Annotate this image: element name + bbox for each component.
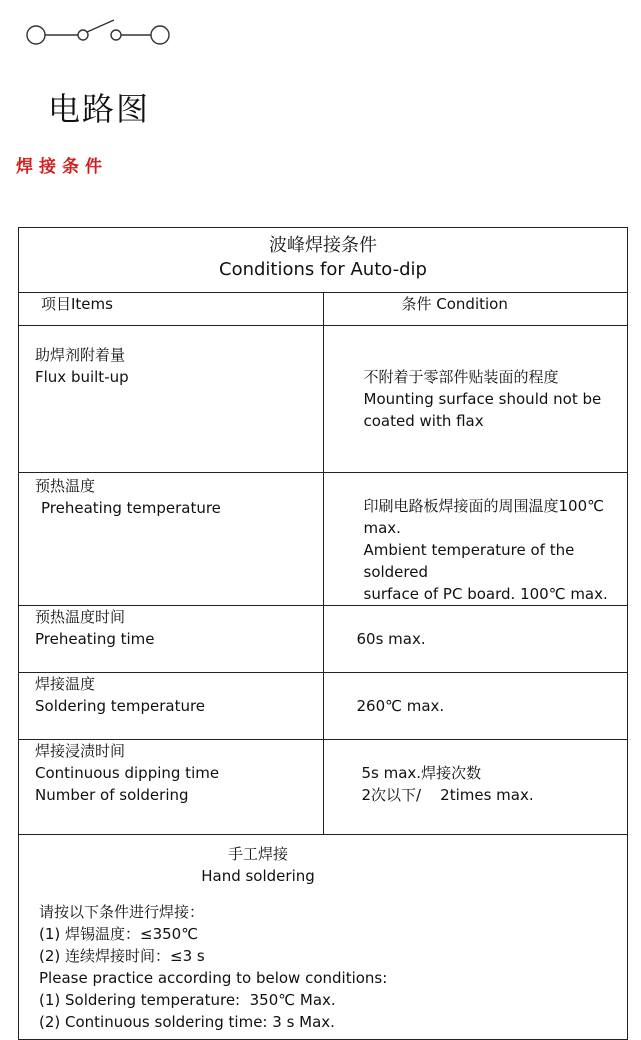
table-heading-en: Conditions for Auto-dip [219,259,427,280]
hand-line: Please practice according to below conditions: [39,969,388,987]
table-row [19,606,628,673]
item-en: Soldering temperature [35,697,206,715]
item-cell [19,606,324,673]
table-heading-cn: 波峰焊接条件 [269,235,377,256]
item-cell [19,326,324,473]
table-row [19,326,628,473]
item-en-secondary: Number of soldering [35,786,189,804]
hand-title-en: Hand soldering [201,867,315,885]
item-cn: 焊接温度 [35,675,96,693]
condition-cell [323,740,628,835]
condition-cell [323,473,628,606]
item-en: Preheating time [35,630,155,648]
table-row [19,740,628,835]
hand-line: (1) Soldering temperature: 350℃ Max. [39,991,336,1009]
page-title: 电路图 [48,90,151,128]
item-en: Flux built-up [35,368,129,386]
soldering-conditions-table [18,227,628,1040]
condition-line: 5s max.焊接次数 [361,764,482,782]
hand-line: (2) 连续焊接时间：≤3 s [39,947,205,965]
condition-line: Mounting surface should not be [363,390,602,408]
section-label: 焊接条件 [16,157,108,177]
hand-soldering-row [19,835,628,1040]
switch-symbol-icon [24,12,174,52]
table-row [19,473,628,606]
item-cn: 预热温度 [35,477,96,495]
condition-line: 2次以下/ 2times max. [361,786,534,804]
hand-soldering-body [19,901,627,1033]
condition-line: surface of PC board. 100℃ max. [363,585,608,603]
table-row [19,673,628,740]
condition-cell [323,606,628,673]
item-cell [19,740,324,835]
condition-cell [323,326,628,473]
column-header-items: 项目Items [19,293,324,326]
item-cn: 助焊剂附着量 [35,346,126,364]
hand-soldering-cell [19,835,628,1040]
item-cell [19,473,324,606]
hand-soldering-title [19,843,497,887]
condition-line: 260℃ max. [356,697,445,715]
item-cn: 焊接浸渍时间 [35,742,126,760]
condition-line: coated with flax [363,412,484,430]
condition-line: Ambient temperature of the soldered [363,541,575,581]
item-en: Continuous dipping time [35,764,220,782]
hand-line: (1) 焊锡温度：≤350℃ [39,925,199,943]
hand-title-cn: 手工焊接 [227,845,288,863]
table-heading [19,228,628,293]
column-header-condition: 条件 Condition [323,293,628,326]
hand-line: (2) Continuous soldering time: 3 s Max. [39,1013,335,1031]
condition-line: 60s max. [356,630,426,648]
item-cn: 预热温度时间 [35,608,126,626]
condition-cell [323,673,628,740]
hand-line: 请按以下条件进行焊接： [39,903,205,921]
item-cell [19,673,324,740]
condition-line: 印刷电路板焊接面的周围温度100℃ max. [363,497,604,537]
item-en: Preheating temperature [41,499,221,517]
condition-line: 不附着于零部件贴装面的程度 [363,368,559,386]
